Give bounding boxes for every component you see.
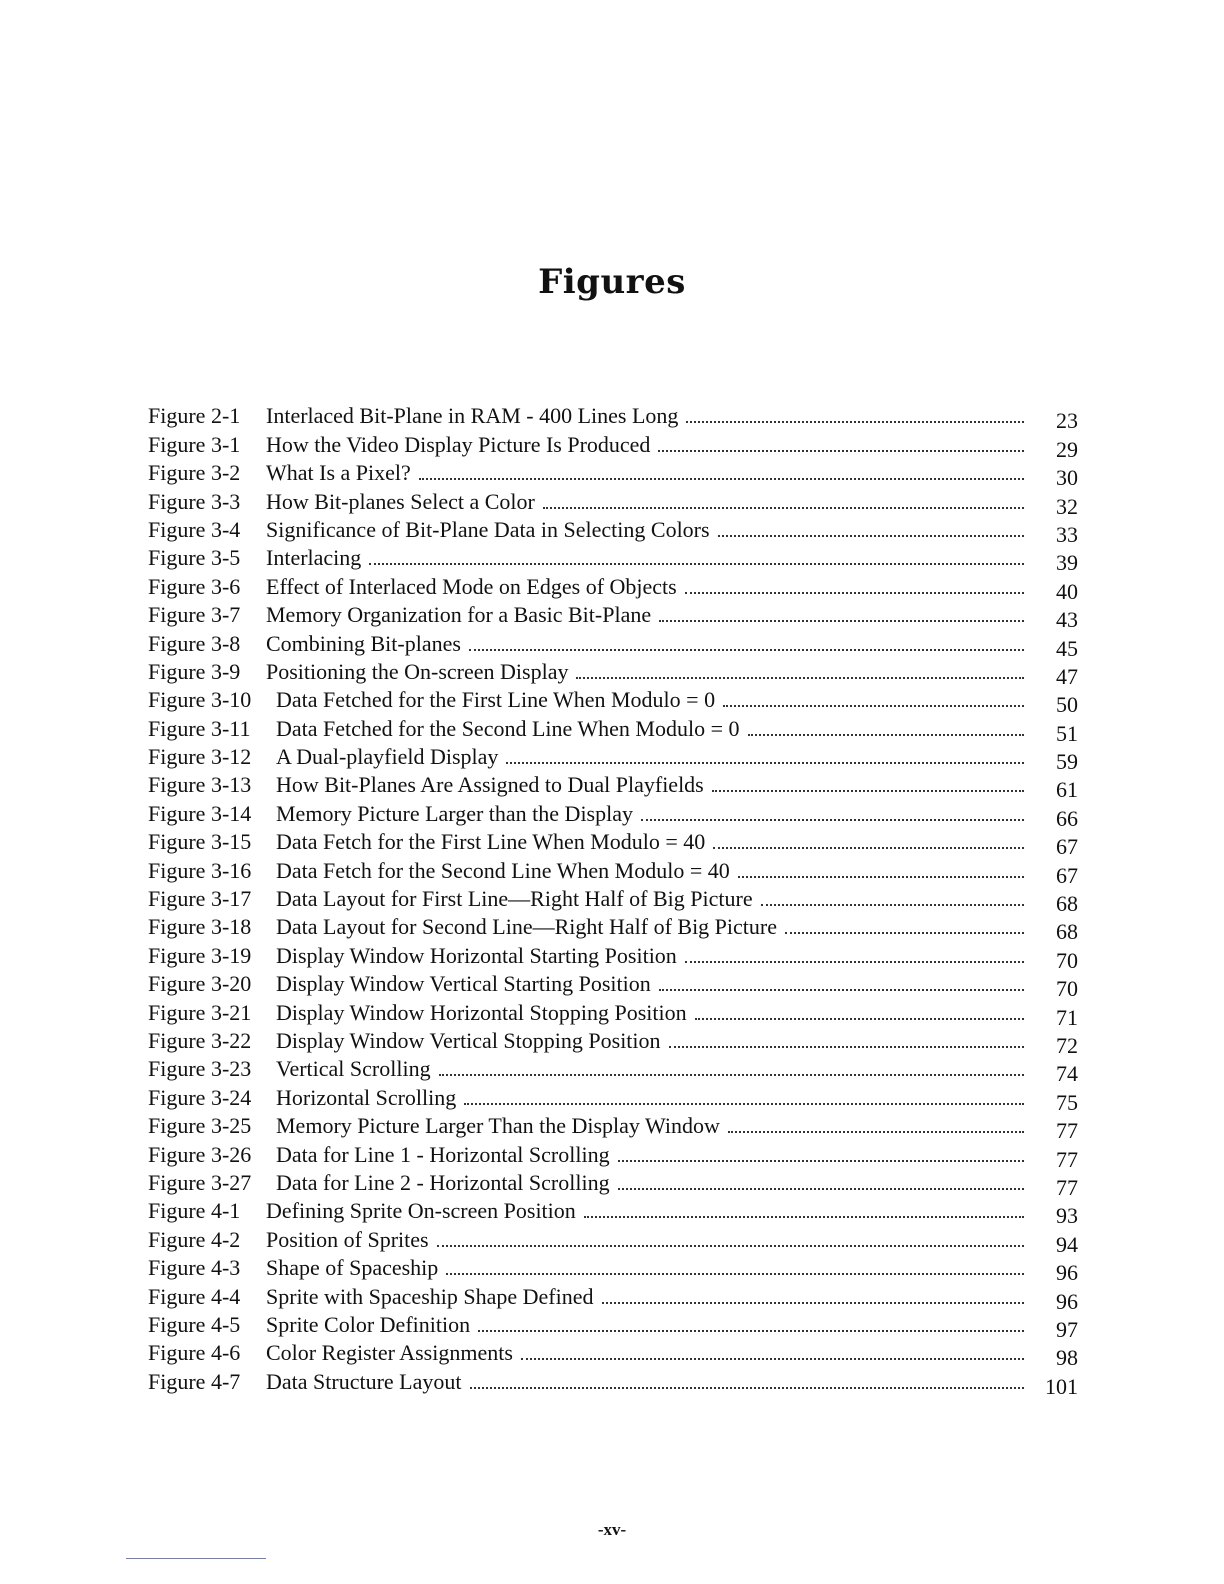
list-item [148, 885, 1078, 917]
page-number: 71 [1056, 1004, 1078, 1030]
dot-leader [658, 450, 1024, 452]
list-item [148, 941, 1078, 973]
figure-title: How Bit-Planes Are Assigned to Dual Playfields [276, 772, 704, 798]
page-number: 98 [1056, 1345, 1078, 1371]
figure-number: Figure 3-23 [148, 1056, 252, 1082]
figure-title: Sprite with Spaceship Shape Defined [266, 1283, 594, 1309]
dot-leader [669, 1046, 1024, 1048]
list-item [148, 459, 1078, 491]
figure-title: Sprite Color Definition [266, 1311, 471, 1337]
list-item [148, 856, 1078, 888]
figure-number: Figure 4-2 [148, 1226, 241, 1252]
figure-number: Figure 3-13 [148, 772, 252, 798]
dot-leader [685, 961, 1024, 963]
list-item [148, 658, 1078, 689]
figure-title: Significance of Bit-Plane Data in Selecting Colors [266, 516, 710, 542]
dot-leader [618, 1160, 1024, 1162]
page-number: 96 [1056, 1288, 1078, 1314]
list-item [148, 1055, 1078, 1087]
dot-leader [785, 932, 1024, 934]
list-item [148, 1140, 1078, 1172]
figure-title: Defining Sprite On-screen Position [266, 1198, 576, 1224]
dot-leader [748, 734, 1025, 736]
page-number: 47 [1056, 663, 1078, 689]
figure-title: Memory Picture Larger Than the Display Window [276, 1113, 720, 1139]
dot-leader [439, 1074, 1024, 1076]
page-number: 32 [1056, 493, 1078, 519]
dot-leader [543, 507, 1024, 509]
figure-title: Display Window Vertical Stopping Position [276, 1027, 661, 1053]
page-number: 96 [1056, 1260, 1078, 1286]
figure-number: Figure 3-2 [148, 460, 241, 486]
dot-leader [713, 847, 1024, 849]
page-title: Figures [538, 262, 686, 302]
dot-leader [686, 421, 1024, 423]
list-item [148, 601, 1078, 633]
figure-title: Memory Picture Larger than the Display [276, 800, 633, 826]
figure-title: Interlacing [266, 545, 362, 571]
dot-leader [618, 1188, 1024, 1190]
figure-number: Figure 4-5 [148, 1311, 241, 1337]
page-number: 67 [1056, 834, 1078, 860]
list-item [148, 1282, 1078, 1314]
dot-leader [584, 1216, 1024, 1218]
figure-number: Figure 3-7 [148, 602, 241, 628]
page-number: 39 [1056, 550, 1078, 576]
figure-number: Figure 3-9 [148, 658, 241, 684]
page-number: 40 [1056, 578, 1078, 604]
page-number: 77 [1056, 1118, 1078, 1144]
figure-number: Figure 3-12 [148, 744, 252, 770]
dot-leader [602, 1302, 1025, 1304]
dot-leader [641, 819, 1024, 821]
list-item [148, 1225, 1078, 1257]
dot-leader [659, 620, 1024, 622]
figure-title: What Is a Pixel? [266, 460, 411, 486]
page-number: 75 [1056, 1089, 1078, 1115]
page-number: 77 [1056, 1146, 1078, 1172]
figure-number: Figure 3-3 [148, 488, 241, 514]
figure-number: Figure 4-7 [148, 1368, 241, 1394]
list-item [148, 516, 1078, 547]
page-number: 74 [1056, 1061, 1078, 1087]
dot-leader [478, 1330, 1024, 1332]
list-item [148, 998, 1078, 1030]
figure-title: Memory Organization for a Basic Bit-Plane [266, 602, 652, 628]
list-item [148, 714, 1078, 746]
list-item [148, 1339, 1078, 1371]
page-number: 101 [1045, 1373, 1078, 1399]
page-number: 70 [1056, 947, 1078, 973]
figure-title: Data Fetch for the Second Line When Modulo = 40 [276, 857, 730, 883]
dot-leader [695, 1018, 1024, 1020]
list-item [148, 1367, 1078, 1399]
figures-list [148, 402, 1078, 1399]
page-number: 33 [1056, 521, 1078, 547]
list-item [148, 828, 1078, 860]
list-item [148, 1169, 1078, 1200]
list-item [148, 1311, 1078, 1342]
page-number: 68 [1056, 891, 1078, 917]
page-number: 66 [1056, 805, 1078, 831]
dot-leader [446, 1273, 1024, 1275]
figure-number: Figure 3-11 [148, 715, 251, 741]
page-number: 94 [1056, 1231, 1078, 1257]
dot-leader [369, 563, 1024, 565]
page-number: 45 [1056, 635, 1078, 661]
figure-title: Data Layout for First Line—Right Half of Big Picture [276, 886, 753, 912]
dot-leader [521, 1358, 1024, 1360]
list-item [148, 970, 1078, 1002]
page-number: 50 [1056, 692, 1078, 718]
list-item [148, 913, 1078, 945]
figure-title: Shape of Spaceship [266, 1255, 439, 1281]
figure-title: Vertical Scrolling [276, 1056, 431, 1082]
figure-number: Figure 3-18 [148, 914, 252, 940]
figure-number: Figure 2-1 [148, 403, 241, 429]
figure-title: Data for Line 2 - Horizontal Scrolling [276, 1169, 610, 1195]
figure-number: Figure 4-4 [148, 1283, 241, 1309]
page-number: 68 [1056, 919, 1078, 945]
page-number: 29 [1056, 436, 1078, 462]
figure-title: Effect of Interlaced Mode on Edges of Objects [266, 573, 677, 599]
figure-number: Figure 3-8 [148, 630, 241, 656]
footer-rule [126, 1558, 266, 1559]
dot-leader [469, 649, 1024, 651]
dot-leader [728, 1131, 1024, 1133]
list-item [148, 743, 1078, 775]
dot-leader [761, 904, 1024, 906]
figure-number: Figure 3-19 [148, 942, 252, 968]
list-item [148, 629, 1078, 661]
list-item [148, 686, 1078, 718]
figure-number: Figure 4-1 [148, 1198, 241, 1224]
figure-title: Data Fetched for the First Line When Modulo = 0 [276, 687, 716, 713]
figure-title: Positioning the On-screen Display [266, 658, 569, 684]
figure-title: Color Register Assignments [266, 1340, 513, 1366]
figure-number: Figure 3-10 [148, 687, 252, 713]
dot-leader [437, 1245, 1024, 1247]
list-item [148, 544, 1078, 576]
figure-title: Display Window Vertical Starting Position [276, 971, 651, 997]
figure-number: Figure 3-24 [148, 1084, 252, 1110]
figure-number: Figure 3-4 [148, 516, 241, 542]
page-number: 43 [1056, 607, 1078, 633]
figure-title: Data Layout for Second Line—Right Half of Big Picture [276, 914, 777, 940]
page-number: 70 [1056, 976, 1078, 1002]
figure-title: How the Video Display Picture Is Produced [266, 431, 651, 457]
dot-leader [506, 762, 1024, 764]
figure-title: Horizontal Scrolling [276, 1084, 457, 1110]
figure-number: Figure 3-27 [148, 1169, 252, 1195]
page-number: 72 [1056, 1032, 1078, 1058]
figure-title: Data Fetched for the Second Line When Modulo = 0 [276, 715, 740, 741]
figure-number: Figure 3-14 [148, 800, 252, 826]
figure-title: Display Window Horizontal Starting Position [276, 942, 677, 968]
figure-number: Figure 3-26 [148, 1141, 252, 1167]
list-item [148, 1197, 1078, 1229]
page-folio: -xv- [597, 1520, 627, 1539]
list-item [148, 1027, 1078, 1058]
figure-number: Figure 4-3 [148, 1255, 241, 1281]
figure-number: Figure 3-1 [148, 431, 241, 457]
figure-title: Position of Sprites [266, 1226, 429, 1252]
figure-number: Figure 3-22 [148, 1027, 252, 1053]
figure-number: Figure 3-6 [148, 573, 241, 599]
figure-title: How Bit-planes Select a Color [266, 488, 535, 514]
figure-number: Figure 4-6 [148, 1340, 241, 1366]
page-number: 30 [1056, 465, 1078, 491]
dot-leader [419, 478, 1024, 480]
figure-number: Figure 3-16 [148, 857, 252, 883]
dot-leader [712, 790, 1024, 792]
list-item [148, 430, 1078, 462]
figure-title: Data Fetch for the First Line When Modulo = 40 [276, 829, 706, 855]
list-item [148, 799, 1078, 831]
page-number: 97 [1056, 1316, 1078, 1342]
page-number: 23 [1056, 408, 1078, 434]
dot-leader [464, 1103, 1024, 1105]
list-item [148, 487, 1078, 519]
list-item [148, 402, 1078, 434]
list-item [148, 1112, 1078, 1144]
dot-leader [723, 705, 1024, 707]
figure-title: Data for Line 1 - Horizontal Scrolling [276, 1141, 610, 1167]
page-number: 51 [1056, 720, 1078, 746]
page-number: 93 [1056, 1203, 1078, 1229]
figure-title: Data Structure Layout [266, 1368, 462, 1394]
list-item [148, 1254, 1078, 1286]
list-item [148, 572, 1078, 604]
page-number: 77 [1056, 1174, 1078, 1200]
page-number: 59 [1056, 749, 1078, 775]
figure-number: Figure 3-17 [148, 886, 252, 912]
dot-leader [685, 592, 1024, 594]
figure-number: Figure 3-20 [148, 971, 252, 997]
dot-leader [738, 876, 1024, 878]
figure-number: Figure 3-25 [148, 1113, 252, 1139]
page-number: 61 [1056, 777, 1078, 803]
list-item [148, 1083, 1078, 1115]
list-item [148, 771, 1078, 803]
figure-number: Figure 3-15 [148, 829, 252, 855]
page-number: 67 [1056, 862, 1078, 888]
figure-title: Display Window Horizontal Stopping Position [276, 999, 687, 1025]
dot-leader [576, 677, 1024, 679]
figure-title: Interlaced Bit-Plane in RAM - 400 Lines Long [266, 403, 679, 429]
figure-title: A Dual-playfield Display [276, 744, 499, 770]
figure-number: Figure 3-21 [148, 999, 252, 1025]
figure-title: Combining Bit-planes [266, 630, 461, 656]
dot-leader [718, 535, 1024, 537]
figure-number: Figure 3-5 [148, 545, 241, 571]
dot-leader [659, 989, 1024, 991]
dot-leader [470, 1387, 1025, 1389]
